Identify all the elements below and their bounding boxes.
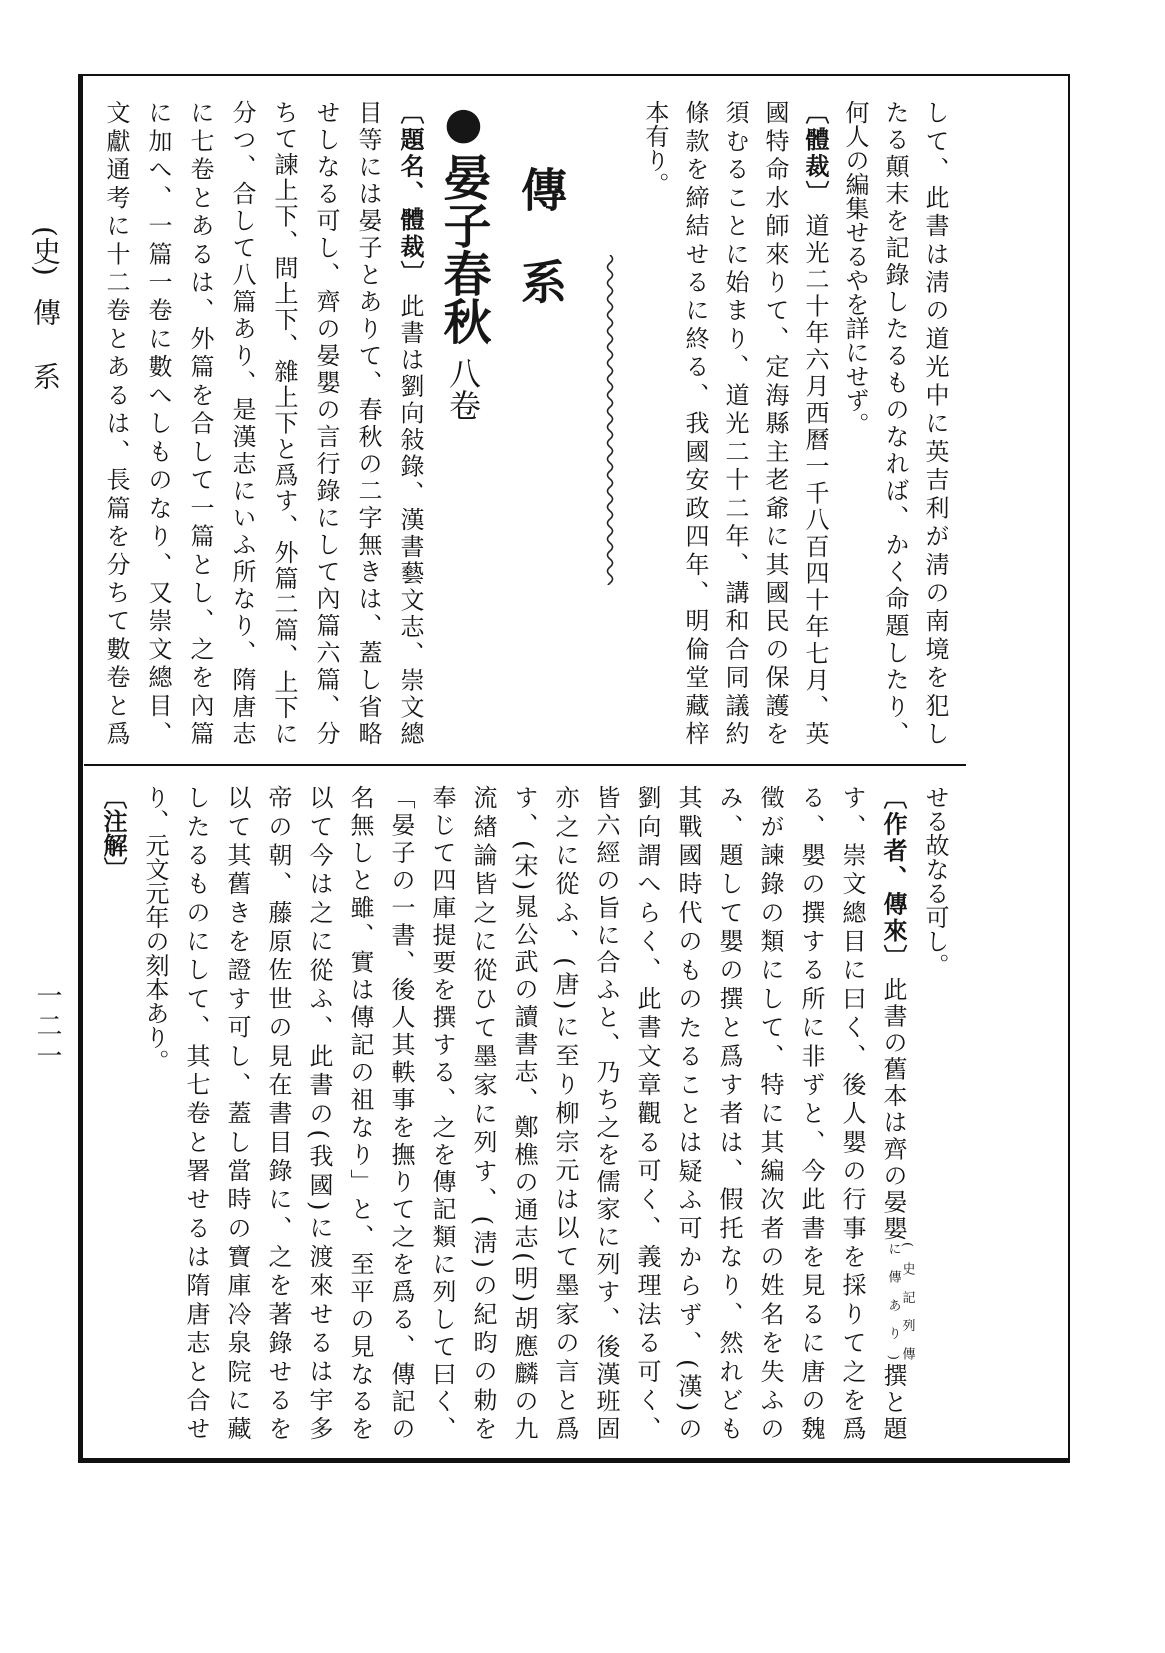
- upper-right-text-block: [635, 100, 955, 745]
- running-head-title: 傳 系: [29, 297, 62, 394]
- text-column: り、元文元年の刻本あり。: [141, 785, 169, 1073]
- upper-left-text-block: [95, 100, 431, 745]
- entry-volumes: 八卷: [444, 357, 482, 421]
- text-column: 目等には晏子とありて、春秋の二字無きは、蓋し省略: [354, 100, 382, 745]
- wavy-rule-path: [608, 255, 613, 585]
- section-label: 〔作者、傳來〕: [879, 785, 908, 971]
- column-text: 此書は劉向敍錄、漢書藝文志、崇文總: [396, 293, 424, 746]
- column-text: 撰と題: [879, 1360, 907, 1441]
- text-column: 分つ、合して八篇あり、是漢志にいふ所なり、隋唐志: [228, 100, 256, 745]
- text-column: [795, 100, 835, 745]
- text-column: 本有り。: [641, 100, 669, 196]
- section-heading: 傳 系: [514, 166, 568, 304]
- text-column: したるものにして、其七卷と署せるは隋唐志と合せ: [182, 785, 210, 1440]
- running-head-section: (史): [29, 226, 62, 276]
- text-column: に七卷とあるは、外篇を合して一篇とし、之を內篇: [186, 100, 214, 745]
- text-column: 徵が諫錄の類にして、特に其編次者の姓名を失ふの: [756, 785, 784, 1440]
- inline-note: [886, 1242, 914, 1360]
- text-column: せる故なる可し。: [921, 785, 949, 977]
- text-column: 奉じて四庫提要を撰する、之を傳記類に列して曰く、: [428, 785, 456, 1440]
- running-head: [28, 226, 62, 416]
- column-text: 道光二十年六月西曆一千八百四十年七月、英: [801, 212, 829, 746]
- text-column: 亦之に從ふ、(唐)に至り柳宗元は以て墨家の言と爲: [551, 785, 579, 1440]
- text-column: る、嬰の撰する所に非ずと、今此書を見るに唐の魏: [797, 785, 825, 1441]
- text-column: 須むることに始まり、道光二十二年、講和合同議約: [721, 100, 749, 745]
- inline-note-line: (史記列傳: [899, 1242, 915, 1361]
- section-label: 〔題名、體裁〕: [396, 100, 425, 288]
- text-column: ちて諫上下、問上下、雜上下と爲す、外篇二篇、上下に: [270, 100, 298, 745]
- section-label: 〔注解〕: [99, 785, 128, 881]
- text-column: に加へ、一篇一卷に數へしものなり、又崇文總目、: [144, 100, 172, 745]
- text-column: 帝の朝、藤原佐世の見在書目錄に、之を著錄せるを: [264, 785, 292, 1441]
- text-column: 國特命水師來りて、定海縣主老爺に其國民の保護を: [761, 100, 789, 745]
- inline-note-line: に傳あり): [885, 1242, 901, 1361]
- text-column: して、此書は淸の道光中に英吉利が淸の南境を犯し: [921, 100, 949, 745]
- entry-title: 晏子春秋: [435, 153, 491, 345]
- text-column: 名無しと雖、實は傳記の祖なり」と、至平の見なるを: [346, 785, 374, 1440]
- page-number: 一二一: [32, 982, 62, 1072]
- horizontal-divider: [84, 764, 966, 766]
- wavy-rule: [598, 255, 622, 585]
- text-column: 何人の編集せるやを詳にせず。: [841, 100, 869, 436]
- text-column: [92, 785, 134, 1440]
- text-column: 其戰國時代のものたることは疑ふ可からず、(漢)の: [674, 785, 702, 1440]
- text-column: [389, 100, 431, 745]
- text-column: 文獻通考に十二卷とあるは、長篇を分ちて數卷と爲: [102, 100, 130, 745]
- text-column: 條款を締結せるに終る、我國安政四年、明倫堂藏梓: [681, 100, 709, 745]
- entry-heading: [436, 98, 490, 438]
- text-column: [872, 785, 914, 1440]
- text-column: 皆六經の旨に合ふと、乃ち之を儒家に列す、後漢班固: [592, 785, 620, 1440]
- section-label: 〔體裁〕: [801, 100, 830, 207]
- text-column: す、(宋)晁公武の讀書志、鄭樵の通志(明)胡應麟の九: [510, 785, 538, 1440]
- text-column: 劉向謂へらく、此書文章觀る可く、義理法る可く、: [633, 785, 661, 1441]
- lower-text-block: [94, 785, 955, 1440]
- text-column: す、崇文總目に曰く、後人嬰の行事を採りて之を爲: [838, 785, 866, 1441]
- bullet-icon: ●: [438, 98, 489, 149]
- text-column: たる顛末を記錄したるものなれば、かく命題したり、: [881, 100, 909, 745]
- text-column: 以て今は之に從ふ、此書の(我國)に渡來せるは宇多: [305, 785, 333, 1440]
- text-column: 「晏子の一書、後人其軼事を撫りて之を爲る、傳記の: [387, 785, 415, 1440]
- column-text: 此書の舊本は齊の晏嬰: [879, 976, 907, 1243]
- text-column: 以て其舊きを證す可し、蓋し當時の寶庫冷泉院に藏: [223, 785, 251, 1440]
- text-column: 流緖論皆之に從ひて墨家に列す、(淸)の紀昀の勅を: [469, 785, 497, 1440]
- text-column: せしなる可し、齊の晏嬰の言行錄にして內篇六篇、分: [312, 100, 340, 745]
- text-column: み、題して嬰の撰と爲す者は、假托なり、然れども: [715, 785, 743, 1441]
